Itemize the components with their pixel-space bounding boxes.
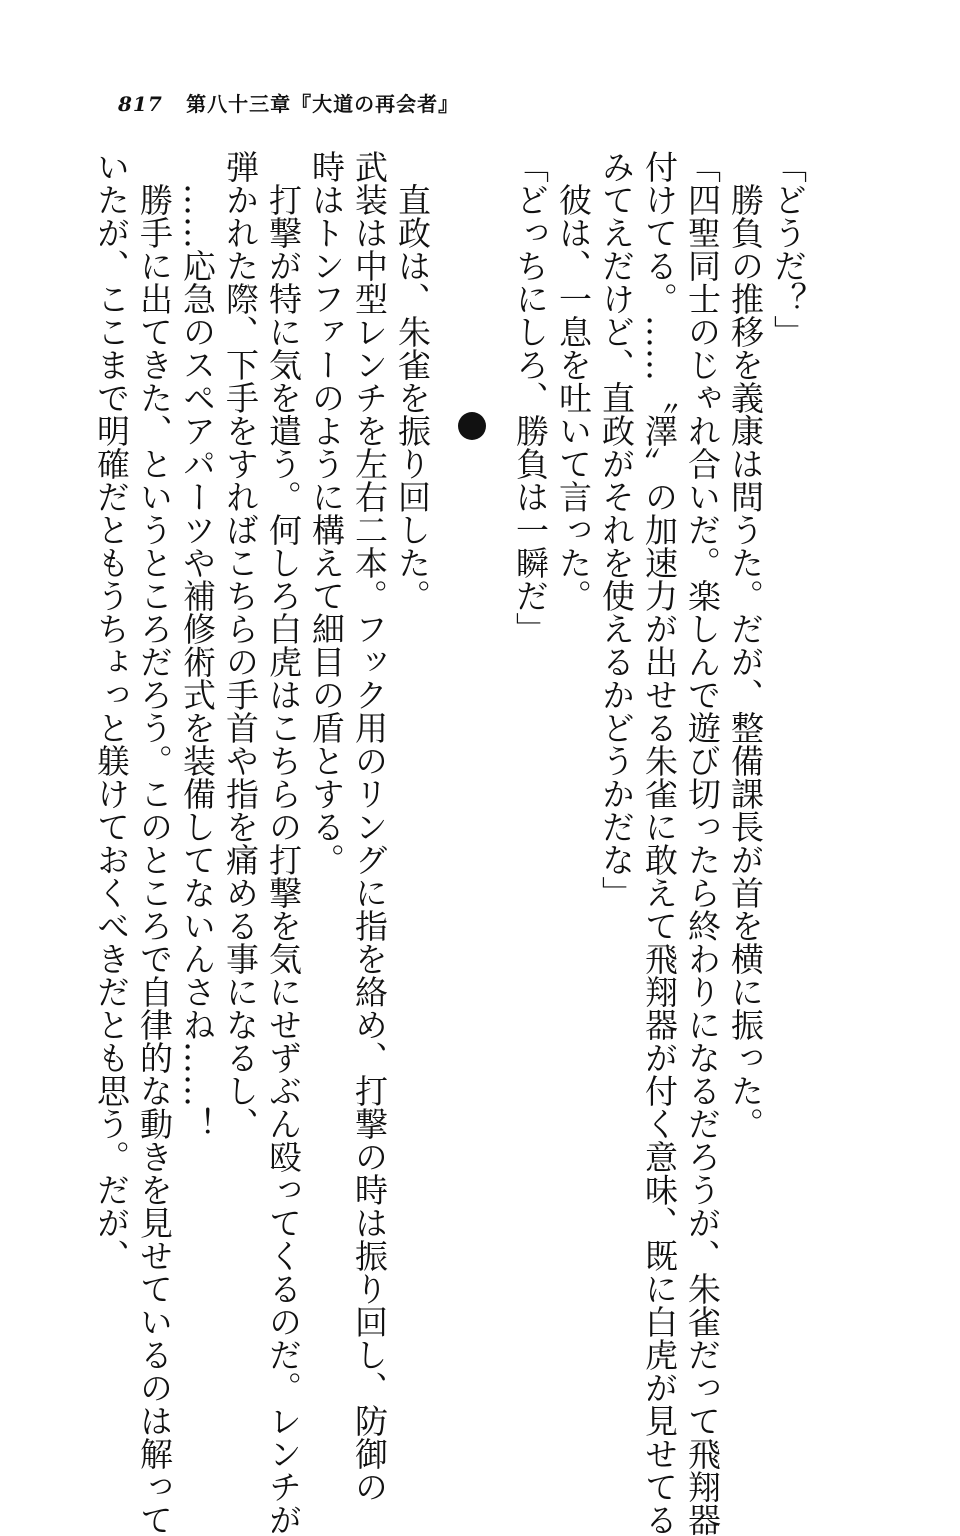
text-line: 時はトンファーのように構えて細目の盾とする。	[307, 150, 346, 876]
page-number: 817	[118, 92, 163, 116]
text-line: 弾かれた際、下手をすればこちらの手首や指を痛める事になるし、	[221, 150, 260, 1140]
text-line: 彼は、一息を吐いて言った。	[554, 183, 593, 612]
text-line: 「四聖同士のじゃれ合いだ。楽しんで遊び切ったら終わりになるだろうが、朱雀だって飛翔器	[683, 150, 722, 1536]
text-line: 武装は中型レンチを左右二本。フック用のリングに指を絡め、打撃の時は振り回し、防御の	[350, 150, 389, 1503]
text-line: 打撃が特に気を遣う。何しろ白虎はこちらの打撃を気にせずぶん殴ってくるのだ。レンチが	[264, 183, 303, 1536]
text-line: いたが、ここまで明確だともうちょっと躾けておくべきだとも思う。だが、	[92, 150, 131, 1272]
text-line: 直政は、朱雀を振り回した。	[393, 183, 432, 612]
text-line: 「どうだ？」	[769, 150, 808, 348]
running-header	[118, 88, 459, 117]
section-break-dot-icon	[458, 412, 486, 440]
text-line: みてえだけど、直政がそれを使えるかどうかだな」	[597, 150, 636, 909]
vertical-body-text	[90, 150, 810, 1536]
text-line: 勝手に出てきた、というところだろう。このところで自律的な動きを見せているのは解って	[135, 183, 174, 1536]
text-line: 「どっちにしろ、勝負は一瞬だ」	[511, 150, 550, 645]
text-line: 勝負の推移を義康は問うた。だが、整備課長が首を横に振った。	[726, 183, 765, 1140]
chapter-title: 第八十三章『大道の再会者』	[186, 92, 460, 116]
section-break	[450, 150, 493, 1310]
text-line: ……応急のスペアパーツや補修術式を装備してないんさね……！	[178, 183, 217, 1140]
text-line: 付けてる。……〝澤〟の加速力が出せる朱雀に敢えて飛翔器が付く意味、既に白虎が見せてる	[640, 150, 679, 1536]
